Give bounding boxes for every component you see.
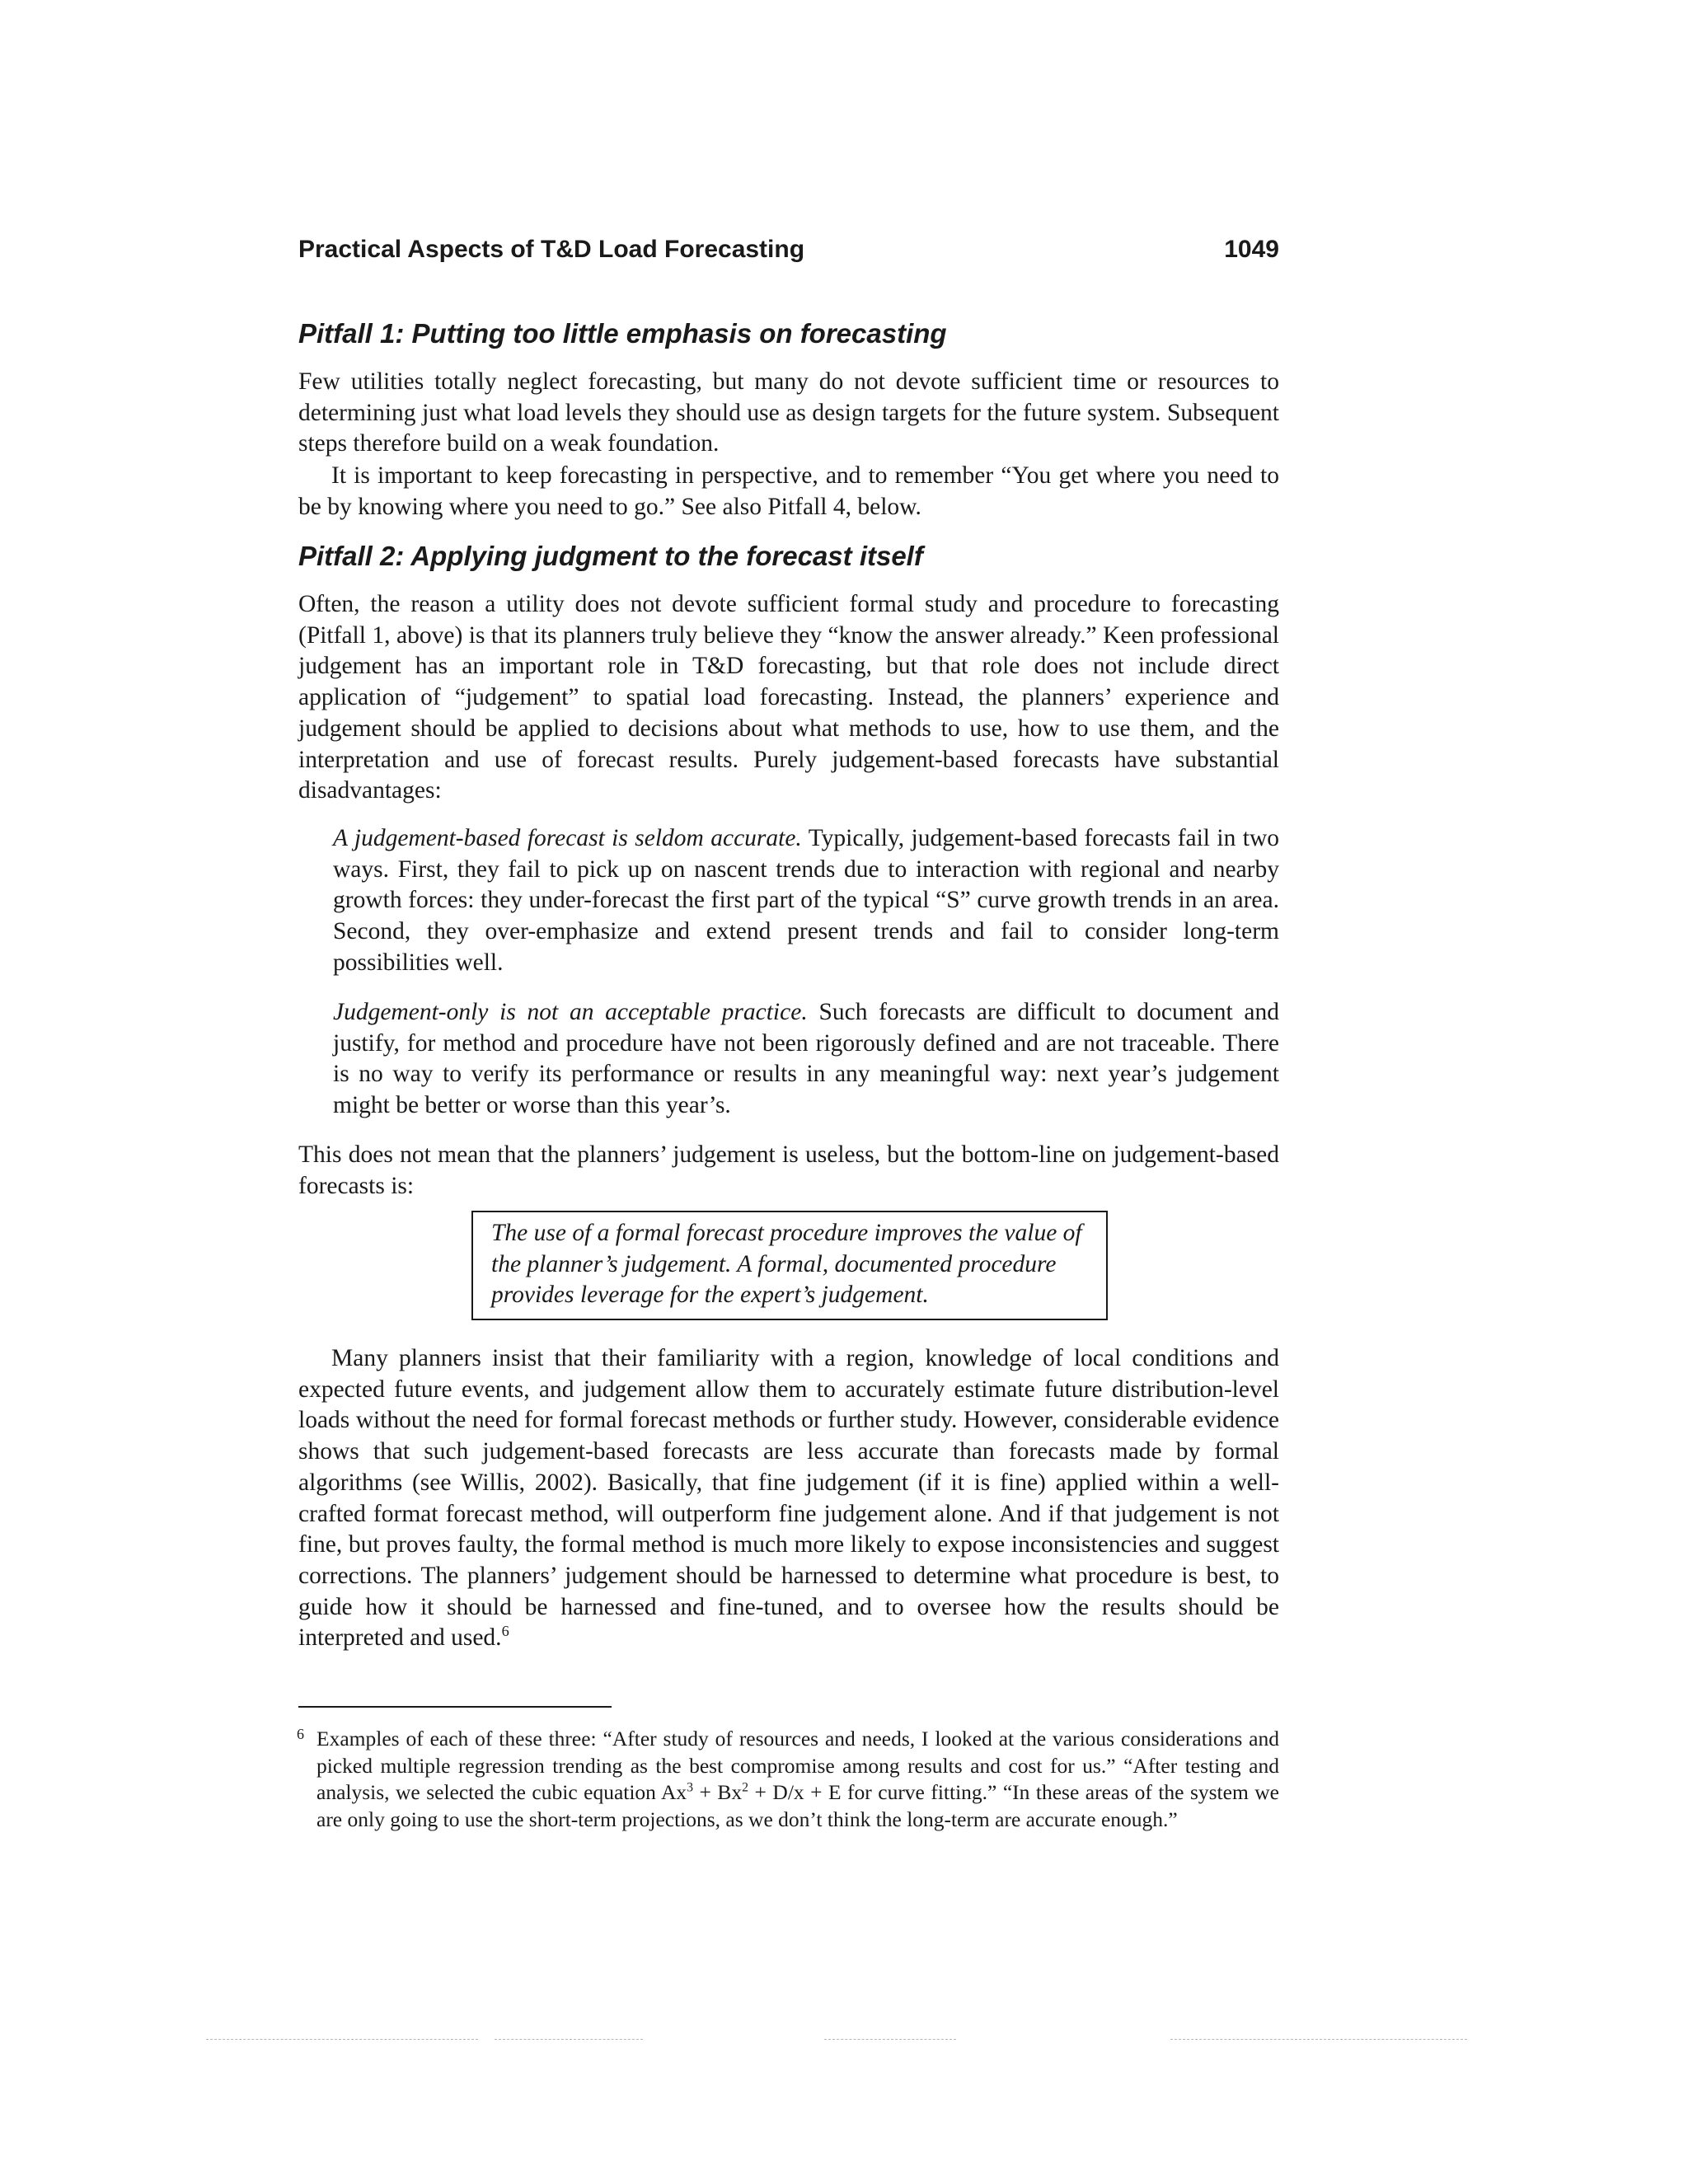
footnote-exponent-2: 2 — [742, 1780, 749, 1795]
footnote-reference: 6 — [501, 1623, 509, 1640]
point-2-lead: Judgement-only is not an acceptable practice. — [333, 999, 808, 1025]
point-1-text: Typically, judgement-based forecasts fail in two ways. First, they fail to pick up on nascent trends due to interaction with regional and nearby growth forces: they under-forecast the first part of the typical “S” curve growth trends in an area. Second, they over-emphasize and extend present trends and fail to consider long-term possibilities well. — [333, 825, 1279, 976]
disadvantage-point-1 — [333, 823, 1279, 979]
footnote-text-c: + D/x + E for curve fitting.” “In these areas of the system we are only going to use the short-term projections, as we don’t think the long-term are accurate enough.” — [316, 1780, 1279, 1831]
paragraph-3-text: Many planners insist that their familiarity with a region, knowledge of local conditions and expected future events, and judgement allow them to accurately estimate future distribution-level loads without the need for formal forecast methods or further study. However, considerable evidence shows that such judgement-based forecasts are less accurate than forecasts made by formal algorithms (see Willis, 2002). Basically, that fine judgement (if it is fine) applied within a well-crafted format forecast method, will outperform fine judgement alone. And if that judgement is not fine, but proves faulty, the formal method is much more likely to expose inconsistencies and suggest corrections. The planners’ judgement should be harnessed to determine what procedure is best, to guide how it should be harnessed and fine-tuned, and to oversee how the results should be interpreted and used. — [298, 1345, 1279, 1652]
page-number: 1049 — [1224, 236, 1279, 263]
pitfall-2-paragraph-2: This does not mean that the planners’ judgement is useless, but the bottom-line on judgement-based forecasts is: — [298, 1141, 1279, 1199]
footnote-text-a: Examples of each of these three: “After study of resources and needs, I looked at the various considerations and picked multiple regression trending as the best compromise among results and cost for us.” “After testing and analysis, we selected the cubic equation Ax — [316, 1727, 1279, 1804]
scan-artifact — [495, 2039, 643, 2040]
scan-artifact — [824, 2039, 956, 2040]
footnote-rule — [298, 1706, 612, 1708]
scan-artifact — [206, 2039, 478, 2040]
pitfall-2-paragraph-3 — [298, 1343, 1279, 1654]
pitfall-2-heading: Pitfall 2: Applying judgment to the forecast itself — [298, 541, 923, 571]
footnote-exponent-3: 3 — [687, 1780, 694, 1795]
running-header — [298, 236, 1279, 277]
pitfall-1-heading: Pitfall 1: Putting too little emphasis on forecasting — [298, 318, 947, 349]
pitfall-1-paragraph-1: Few utilities totally neglect forecasting, but many do not devote sufficient time or resources to determining just what load levels they should use as design targets for the future system. Subsequent steps therefore build on a weak foundation. — [298, 368, 1279, 457]
pitfall-2-paragraph-1: Often, the reason a utility does not devote sufficient formal study and procedure to forecasting (Pitfall 1, above) is that its planners truly believe they “know the answer already.” Keen professional judgement has an important role in T&D forecasting, but that role does not include direct application of “judgement” to spatial load forecasting. Instead, the planners’ experience and judgement should be applied to decisions about what methods to use, how to use them, and the interpretation and use of forecast results. Purely judgement-based forecasts have substantial disadvantages: — [298, 591, 1279, 804]
point-1-lead: A judgement-based forecast is seldom accurate. — [333, 825, 802, 851]
running-title: Practical Aspects of T&D Load Forecasting — [298, 236, 805, 263]
disadvantage-point-2 — [333, 997, 1279, 1122]
footnote — [297, 1726, 1279, 1833]
footnote-mark: 6 — [297, 1726, 304, 1742]
scan-artifact — [1170, 2039, 1467, 2040]
point-2-text: Such forecasts are difficult to document and justify, for method and procedure have not been rigorously defined and are not traceable. There is no way to verify its performance or results in any meaningful way: next year’s judgement might be better or worse than this year’s. — [333, 999, 1280, 1119]
footnote-text-b: + Bx — [693, 1780, 743, 1804]
pitfall-1-paragraph-2: It is important to keep forecasting in perspective, and to remember “You get where you need to be by knowing where you need to go.” See also Pitfall 4, below. — [298, 462, 1279, 520]
callout-box: The use of a formal forecast procedure improves the value of the planner’s judgement. A formal, documented procedure provides leverage for the expert’s judgement. — [471, 1211, 1108, 1320]
